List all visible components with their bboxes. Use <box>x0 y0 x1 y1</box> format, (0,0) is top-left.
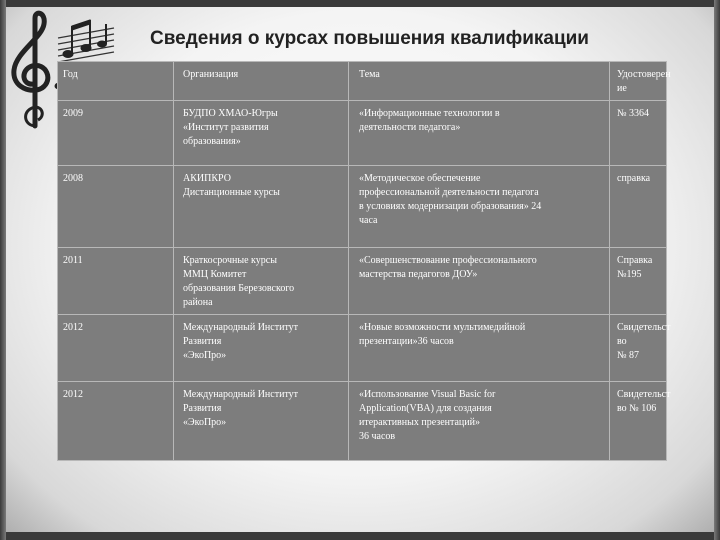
slide-frame-top <box>0 0 720 7</box>
table-row <box>58 101 667 166</box>
table-row <box>58 315 667 382</box>
table-header-row <box>58 62 667 101</box>
cell-topic: «Совершенствование профессионального мастерства педагогов ДОУ» <box>349 248 610 315</box>
cell-organization: Международный Институт Развития «ЭкоПро» <box>174 382 349 461</box>
cell-certificate: Справка №195 <box>610 248 667 315</box>
cell-topic: «Использование Visual Basic for Application(VBA) для создания итерактивных презентаций» 36 часов <box>349 382 610 461</box>
cell-certificate: № 3364 <box>610 101 667 166</box>
table-row <box>58 248 667 315</box>
table-row <box>58 166 667 248</box>
cell-topic: «Информационные технологии в деятельности педагога» <box>349 101 610 166</box>
cell-certificate: справка <box>610 166 667 248</box>
cell-certificate: Свидетельст во № 87 <box>610 315 667 382</box>
header-year: Год <box>58 62 174 101</box>
cell-certificate: Свидетельст во № 106 <box>610 382 667 461</box>
header-topic: Тема <box>349 62 610 101</box>
cell-year: 2008 <box>58 166 174 248</box>
cell-organization: Краткосрочные курсы ММЦ Комитет образования Березовского района <box>174 248 349 315</box>
cell-year: 2012 <box>58 382 174 461</box>
cell-organization: БУДПО ХМАО-Югры «Институт развития образования» <box>174 101 349 166</box>
header-certificate: Удостоверен ие <box>610 62 667 101</box>
cell-year: 2009 <box>58 101 174 166</box>
cell-topic: «Методическое обеспечение профессиональной деятельности педагога в условиях модернизации образования» 24 часа <box>349 166 610 248</box>
cell-year: 2012 <box>58 315 174 382</box>
cell-year: 2011 <box>58 248 174 315</box>
cell-topic: «Новые возможности мультимедийной презентации»36 часов <box>349 315 610 382</box>
page-title: Сведения о курсах повышения квалификации <box>150 28 589 49</box>
courses-table <box>57 61 671 461</box>
header-organization: Организация <box>174 62 349 101</box>
cell-organization: Международный Институт Развития «ЭкоПро» <box>174 315 349 382</box>
cell-organization: АКИПКРО Дистанционные курсы <box>174 166 349 248</box>
table-row <box>58 382 667 461</box>
slide-frame-bottom <box>0 532 720 540</box>
slide-frame-right <box>714 0 720 540</box>
